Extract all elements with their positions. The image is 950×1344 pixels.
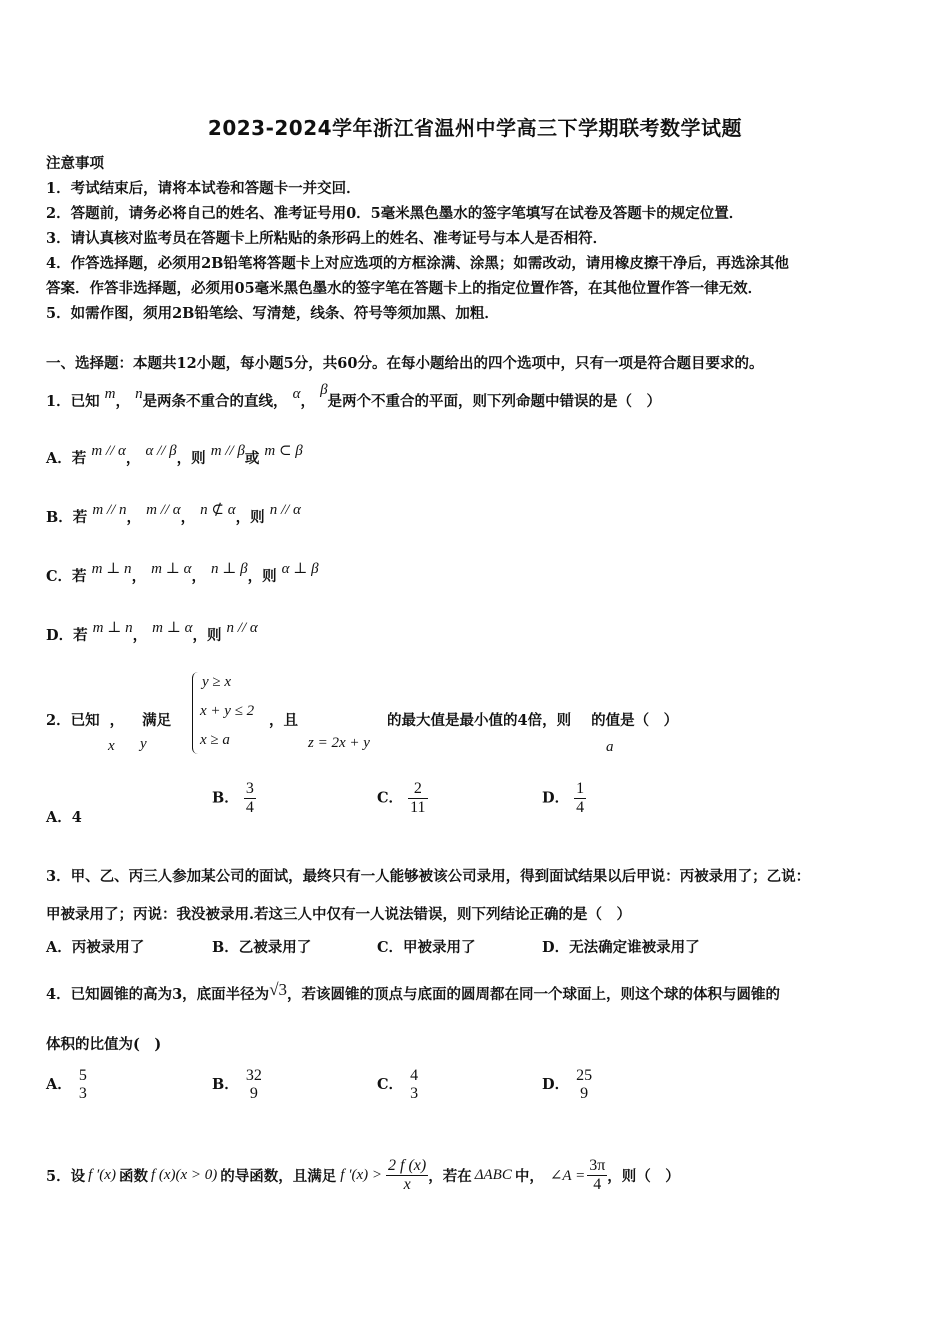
var-a: a (606, 739, 614, 755)
var-y: y (140, 736, 147, 752)
question-2-option-b: B． $\frac{3}{4}$ (212, 780, 254, 816)
question-4-option-b: B． 32 9 (212, 1067, 262, 1102)
question-3-option-b: B．乙被录用了 (212, 939, 312, 956)
question-3-option-d: D．无法确定谁被录用了 (542, 939, 700, 956)
question-4-line-1: 4．已知圆锥的高为3，底面半径为√3，若该圆锥的顶点与底面的圆周都在同一个球面上，则这个球的体积与圆锥的 (46, 980, 781, 1003)
notice-item: 3．请认真核对监考员在答题卡上所粘贴的条形码上的姓名、准考证号与本人是否相符． (46, 230, 608, 247)
section-heading: 一、选择题：本题共12小题，每小题5分，共60分。在每小题给出的四个选项中，只有一项是符合题目要求的。 (46, 355, 764, 372)
notice-heading: 注意事项 (46, 155, 104, 172)
var-x: x (108, 738, 115, 754)
notice-item: 答案．作答非选择题，必须用05毫米黑色墨水的签字笔在答题卡上的指定位置作答，在其他位置作答一律无效． (46, 280, 763, 297)
question-4-option-a: A． 5 3 (46, 1067, 87, 1102)
question-2-option-c: C． $\frac{2}{11}$ (377, 780, 426, 816)
notice-item: 5．如需作图，须用2B铅笔绘、写清楚，线条、符号等须加黑、加粗． (46, 305, 499, 322)
question-4-option-c: C． 4 3 (377, 1067, 419, 1102)
question-3-line-2: 甲被录用了；丙说：我没被录用.若这三人中仅有一人说法错误，则下列结论正确的是（ ） (46, 906, 632, 923)
fraction: 5 3 (78, 1067, 87, 1102)
constraint-system: y ≥ x x + y ≤ 2 x ≥ a (192, 672, 269, 754)
page-title: 2023-2024学年浙江省温州中学高三下学期联考数学试题 (207, 116, 743, 140)
question-2-stem-start: 2．已知 ， 满足 (46, 712, 172, 729)
fraction: $\frac{2}{11}$ (410, 780, 426, 816)
question-2-and: ，且 (269, 712, 298, 729)
fraction: $\frac{1}{4}$ (576, 780, 585, 816)
question-3-option-a: A．丙被录用了 (46, 939, 145, 956)
fraction: 4 3 (410, 1067, 419, 1102)
question-1-option-c: C．若 m ⊥ n， m ⊥ α， n ⊥ β，则 α ⊥ β (46, 561, 319, 585)
notice-item: 4．作答选择题，必须用2B铅笔将答题卡上对应选项的方框涂满、涂黑；如需改动，请用橡皮擦干净后，再选涂其他 (46, 255, 789, 272)
fraction: $\frac{2 f (x)}{x}$ (388, 1156, 427, 1193)
fraction: 25 9 (576, 1067, 593, 1102)
question-1-stem: 1．已知 m， n是两条不重合的直线， α， β是两个不重合的平面，则下列命题中错误的是（ ） (46, 382, 662, 410)
notice-item: 1．考试结束后，请将本试卷和答题卡一并交回． (46, 180, 361, 197)
question-2-stem-end: 的最大值是最小值的4倍，则 的值是（ ） (387, 712, 679, 729)
question-2-option-a: A．4 (46, 809, 82, 826)
question-1-option-b: B．若 m // n， m // α， n ⊄ α，则 n // α (46, 502, 301, 526)
question-4-option-d: D． 25 9 (542, 1067, 593, 1102)
question-3-option-c: C．甲被录用了 (377, 939, 476, 956)
notice-item: 2．答题前，请务必将自己的姓名、准考证号用0．5毫米黑色墨水的签字笔填写在试卷及答题卡的规定位置． (46, 205, 744, 222)
question-1-option-d: D．若 m ⊥ n， m ⊥ α，则 n // α (46, 620, 258, 644)
fraction: $\frac{3\pi}{4}$ (589, 1156, 606, 1193)
question-5-stem: 5．设 f ′(x) 函数 f (x)(x > 0) 的导函数，且满足 f ′(x) > $\frac{2 f (x)}{x}$ ，若在 ΔABC 中， ∠A = $\frac{3\pi}{4}$ ，则（ ） (46, 1156, 680, 1193)
question-4-line-2: 体积的比值为( ) (46, 1036, 162, 1053)
question-1-option-a: A．若 m // α， α // β，则 m // β或 m ⊂ β (46, 443, 303, 467)
objective-z: z = 2x + y (308, 735, 370, 751)
question-3-line-1: 3．甲、乙、丙三人参加某公司的面试，最终只有一人能够被该公司录用，得到面试结果以后甲说：丙被录用了；乙说： (46, 868, 811, 885)
question-2-option-d: D． $\frac{1}{4}$ (542, 780, 585, 816)
fraction: $\frac{3}{4}$ (245, 780, 254, 816)
fraction: 32 9 (245, 1067, 262, 1102)
